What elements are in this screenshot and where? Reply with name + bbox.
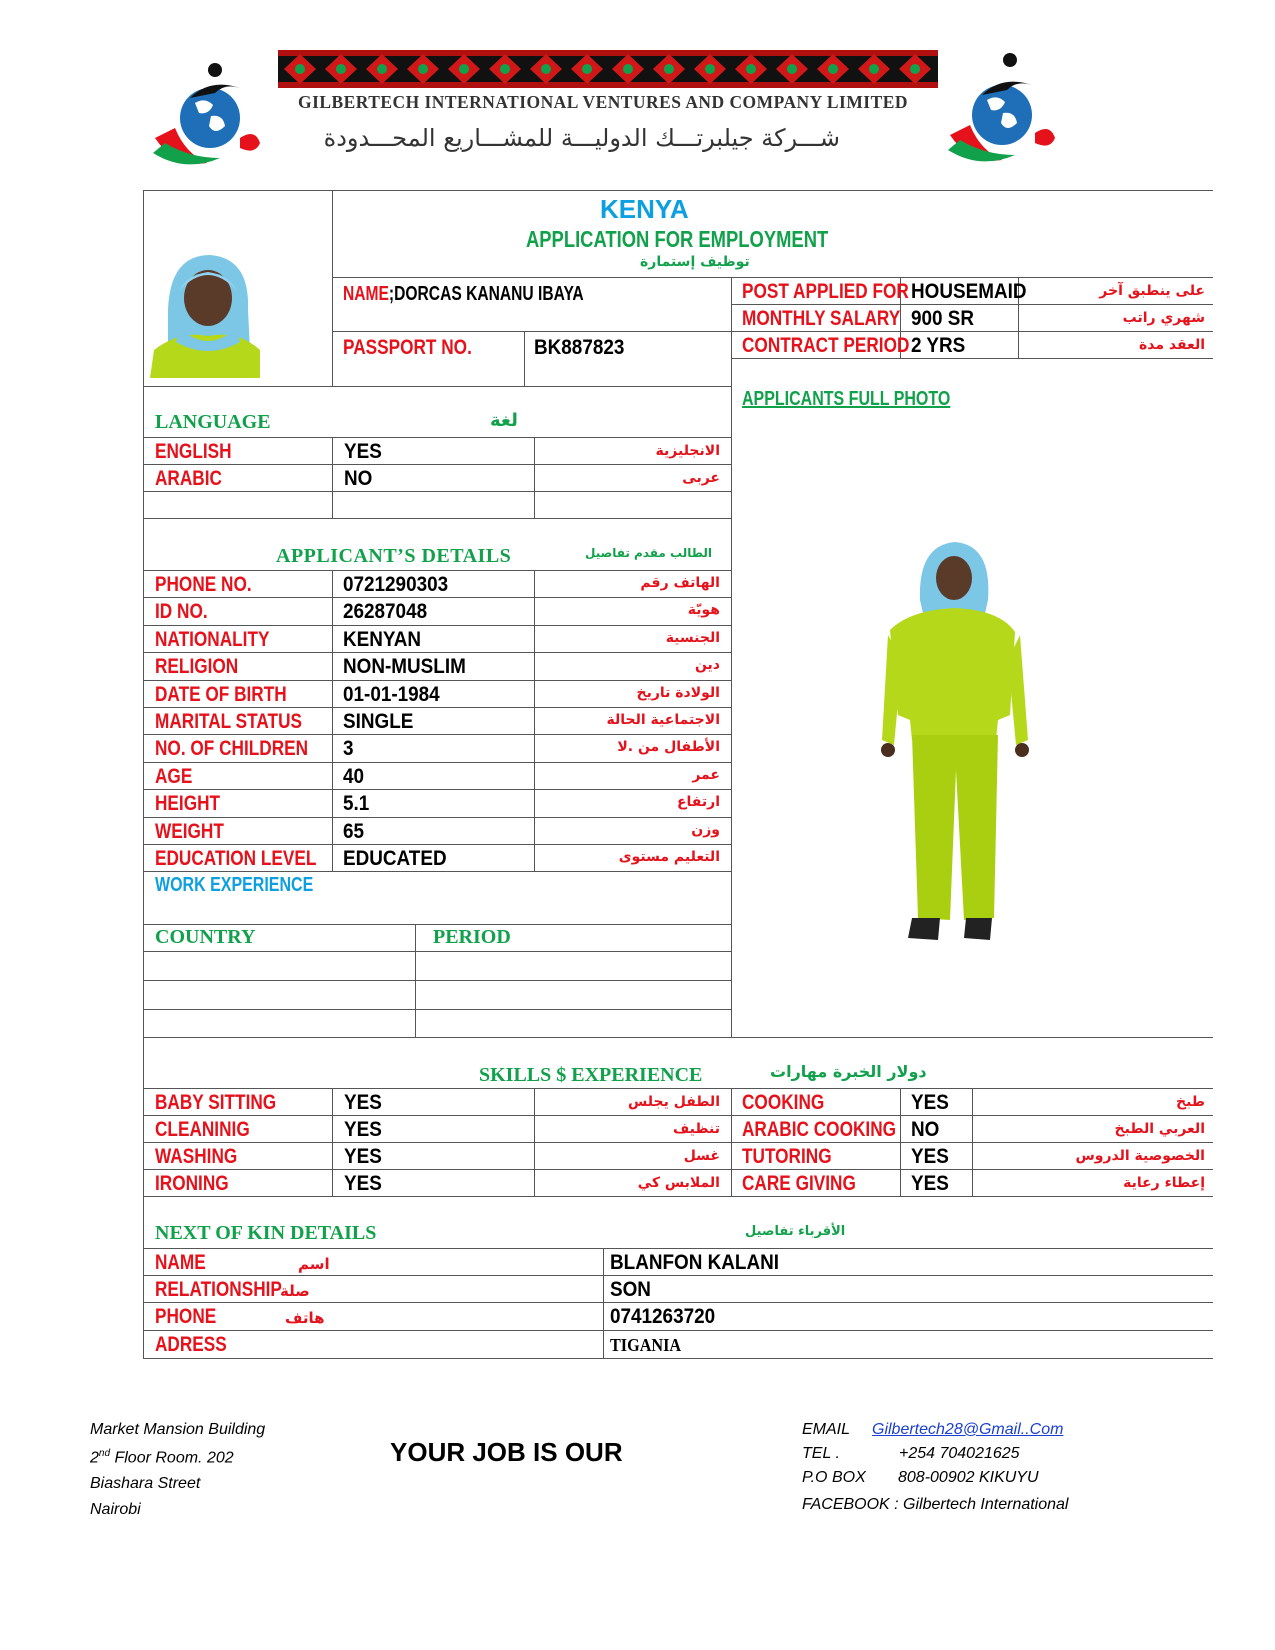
applicant-full-photo xyxy=(880,540,1030,950)
post-label-ar: العقد مدة xyxy=(1138,337,1205,353)
header-diamond-dot xyxy=(582,64,592,74)
details-title: APPLICANT’S DETAILS xyxy=(276,545,512,567)
post-label: CONTRACT PERIOD xyxy=(742,334,910,357)
work-period-header: PERIOD xyxy=(433,926,511,948)
kin-label: ADRESS xyxy=(155,1333,227,1356)
language-value: NO xyxy=(344,467,373,490)
header-diamond-dot xyxy=(910,64,920,74)
detail-label-ar: التعليم مستوى xyxy=(618,849,720,865)
footer-address-line4: Nairobi xyxy=(90,1501,141,1519)
detail-row-divider xyxy=(143,844,732,845)
detail-value: 40 xyxy=(343,765,365,788)
facebook-line: FACEBOOK : Gilbertech International xyxy=(802,1496,1069,1513)
post-label: MONTHLY SALARY xyxy=(742,307,901,330)
post-label: POST APPLIED FOR xyxy=(742,280,909,303)
detail-value: 3 xyxy=(343,737,354,760)
detail-value: 0721290303 xyxy=(343,573,449,596)
skill-label: COOKING xyxy=(742,1091,825,1114)
detail-label-ar: الولادة تاريخ xyxy=(636,685,720,701)
header-diamond-dot xyxy=(746,64,756,74)
header-diamond-dot xyxy=(295,64,305,74)
header-diamond-dot xyxy=(623,64,633,74)
skill-label: CLEANINIG xyxy=(155,1118,250,1141)
header-diamond-dot xyxy=(377,64,387,74)
footer-address-line1: Market Mansion Building xyxy=(90,1421,266,1438)
kin-label-ar: هاتف xyxy=(285,1309,325,1327)
detail-label: RELIGION xyxy=(155,655,239,678)
detail-label: EDUCATION LEVEL xyxy=(155,847,317,870)
detail-label-ar: الأطفال من .لا xyxy=(617,739,720,755)
header-diamond-dot xyxy=(787,64,797,74)
skill-value: YES xyxy=(911,1091,949,1114)
skill-label-ar: الملابس كي xyxy=(637,1175,720,1191)
detail-label: MARITAL STATUS xyxy=(155,710,302,733)
detail-row-divider xyxy=(143,817,732,818)
skill-value: YES xyxy=(911,1145,949,1168)
skill-label-ar: العربي الطبخ xyxy=(1114,1121,1205,1137)
pobox-value: 808-00902 KIKUYU xyxy=(898,1469,1039,1486)
skill-label-ar: الطفل يجلس xyxy=(628,1094,720,1110)
name-value: DORCAS KANANU IBAYA xyxy=(394,283,584,305)
language-title: LANGUAGE xyxy=(155,411,271,433)
language-title-ar: لغة xyxy=(490,410,518,431)
detail-row-divider xyxy=(143,871,732,872)
email-label: EMAIL xyxy=(802,1421,851,1438)
language-label-ar: الانجليزية xyxy=(655,443,720,459)
footer-address-line2: 2nd Floor Room. 202 xyxy=(90,1448,234,1467)
header-logo-right xyxy=(940,45,1065,173)
detail-label-ar: وزن xyxy=(691,822,720,838)
footer-address-line3: Biashara Street xyxy=(90,1475,201,1493)
language-value: YES xyxy=(344,440,382,463)
detail-row-divider xyxy=(143,680,732,681)
company-name-ar: شـــركة جيلبرتـــك الدوليـــة للمشـــاريع المحـــدودة xyxy=(323,124,840,152)
detail-row-divider xyxy=(143,707,732,708)
detail-label: NO. OF CHILDREN xyxy=(155,737,309,760)
skill-label: ARABIC COOKING xyxy=(742,1118,897,1141)
form-title-ar: توظيف إستمارة xyxy=(640,254,750,270)
header-diamond-dot xyxy=(664,64,674,74)
detail-row-divider xyxy=(143,625,732,626)
skill-value: NO xyxy=(911,1118,940,1141)
footer-contact xyxy=(802,1418,1068,1517)
name-label: NAME xyxy=(343,283,389,305)
skill-label: TUTORING xyxy=(742,1145,832,1168)
skills-title: SKILLS $ EXPERIENCE xyxy=(479,1064,703,1086)
kin-label: PHONE xyxy=(155,1305,217,1328)
detail-value: 01-01-1984 xyxy=(343,683,440,706)
header-diamond-dot xyxy=(828,64,838,74)
detail-label-ar: عمر xyxy=(692,767,720,783)
post-value: HOUSEMAID xyxy=(911,280,1027,303)
detail-label-ar: الاجتماعية الحالة xyxy=(606,712,720,728)
full-photo-label: APPLICANTS FULL PHOTO xyxy=(742,388,951,410)
detail-value: 65 xyxy=(343,820,365,843)
detail-label: HEIGHT xyxy=(155,792,221,815)
work-country-header: COUNTRY xyxy=(155,926,256,948)
header-diamond-dot xyxy=(869,64,879,74)
header-diamond-dot xyxy=(336,64,346,74)
detail-row-divider xyxy=(143,734,732,735)
header-diamond-dot xyxy=(418,64,428,74)
header-logo-left xyxy=(145,58,270,173)
detail-value: EDUCATED xyxy=(343,847,447,870)
skill-value: YES xyxy=(911,1172,949,1195)
detail-label-ar: الهاتف رقم xyxy=(640,575,720,591)
language-label: ARABIC xyxy=(155,467,222,490)
country-title: KENYA xyxy=(600,194,689,224)
kin-value: 0741263720 xyxy=(610,1305,716,1328)
detail-label: ID NO. xyxy=(155,600,208,623)
detail-label: PHONE NO. xyxy=(155,573,252,596)
footer-slogan: YOUR JOB IS OUR xyxy=(390,1437,623,1467)
detail-label-ar: ارتفاع xyxy=(676,794,720,810)
skill-label-ar: تنظيف xyxy=(673,1121,720,1137)
detail-label: AGE xyxy=(155,765,193,788)
detail-label-ar: دين xyxy=(694,657,720,673)
skills-title-ar: دولار الخبرة مهارات xyxy=(770,1062,927,1081)
detail-value: KENYAN xyxy=(343,628,422,651)
kin-label: RELATIONSHIP xyxy=(155,1278,282,1301)
company-name-en: GILBERTECH INTERNATIONAL VENTURES AND COMPANY LIMITED xyxy=(298,92,908,112)
kin-value: SON xyxy=(610,1278,651,1301)
kin-title: NEXT OF KIN DETAILS xyxy=(155,1222,377,1244)
passport-value: BK887823 xyxy=(534,336,625,359)
skill-label-ar: طبخ xyxy=(1176,1094,1205,1110)
tel-label: TEL . xyxy=(802,1445,840,1462)
header-pattern-band xyxy=(278,50,938,88)
detail-row-divider xyxy=(143,597,732,598)
post-label-ar: شهري راتب xyxy=(1122,310,1205,326)
header-diamond-dot xyxy=(500,64,510,74)
form-title: APPLICATION FOR EMPLOYMENT xyxy=(526,226,829,252)
post-label-ar: على ينطبق آخر xyxy=(1099,283,1205,299)
kin-label-ar: صلة xyxy=(280,1282,310,1300)
post-value: 2 YRS xyxy=(911,334,966,357)
kin-value: TIGANIA xyxy=(610,1335,682,1355)
skill-value: YES xyxy=(344,1118,382,1141)
detail-row-divider xyxy=(143,762,732,763)
detail-value: NON-MUSLIM xyxy=(343,655,466,678)
email-link[interactable]: Gilbertech28@Gmail..Com xyxy=(872,1421,1064,1438)
language-label: ENGLISH xyxy=(155,440,232,463)
detail-value: SINGLE xyxy=(343,710,414,733)
kin-label: NAME xyxy=(155,1251,206,1274)
skill-label-ar: إعطاء رعاية xyxy=(1123,1175,1205,1191)
skill-value: YES xyxy=(344,1172,382,1195)
header-diamond-dot xyxy=(459,64,469,74)
tel-value: +254 704021625 xyxy=(899,1445,1020,1462)
post-value: 900 SR xyxy=(911,307,975,330)
passport-label: PASSPORT NO. xyxy=(343,336,472,359)
kin-label-ar: اسم xyxy=(298,1255,330,1273)
detail-row-divider xyxy=(143,789,732,790)
kin-value: BLANFON KALANI xyxy=(610,1251,780,1274)
skill-label: IRONING xyxy=(155,1172,229,1195)
passport-photo xyxy=(150,250,260,378)
detail-label-ar: هويّة xyxy=(687,602,720,618)
detail-value: 26287048 xyxy=(343,600,428,623)
details-title-ar: الطالب مقدم تفاصيل xyxy=(585,546,713,560)
detail-label: NATIONALITY xyxy=(155,628,270,651)
skill-label: WASHING xyxy=(155,1145,238,1168)
skill-value: YES xyxy=(344,1145,382,1168)
detail-label-ar: الجنسية xyxy=(665,630,720,646)
detail-row-divider xyxy=(143,652,732,653)
language-label-ar: عربى xyxy=(682,470,720,486)
footer-address xyxy=(90,1418,265,1522)
skill-value: YES xyxy=(344,1091,382,1114)
skill-label: CARE GIVING xyxy=(742,1172,856,1195)
skill-label-ar: غسل xyxy=(683,1148,720,1164)
detail-value: 5.1 xyxy=(343,792,370,815)
work-title: WORK EXPERIENCE xyxy=(155,874,314,896)
detail-label: WEIGHT xyxy=(155,820,224,843)
skill-label: BABY SITTING xyxy=(155,1091,277,1114)
name-field xyxy=(343,283,584,306)
name-sep: ; xyxy=(388,283,395,305)
pobox-label: P.O BOX xyxy=(802,1469,866,1486)
header-diamond-dot xyxy=(541,64,551,74)
detail-label: DATE OF BIRTH xyxy=(155,683,287,706)
kin-title-ar: الأقرباء تفاصيل xyxy=(745,1224,846,1239)
header-diamond-dot xyxy=(705,64,715,74)
skill-label-ar: الخصوصية الدروس xyxy=(1075,1148,1205,1164)
